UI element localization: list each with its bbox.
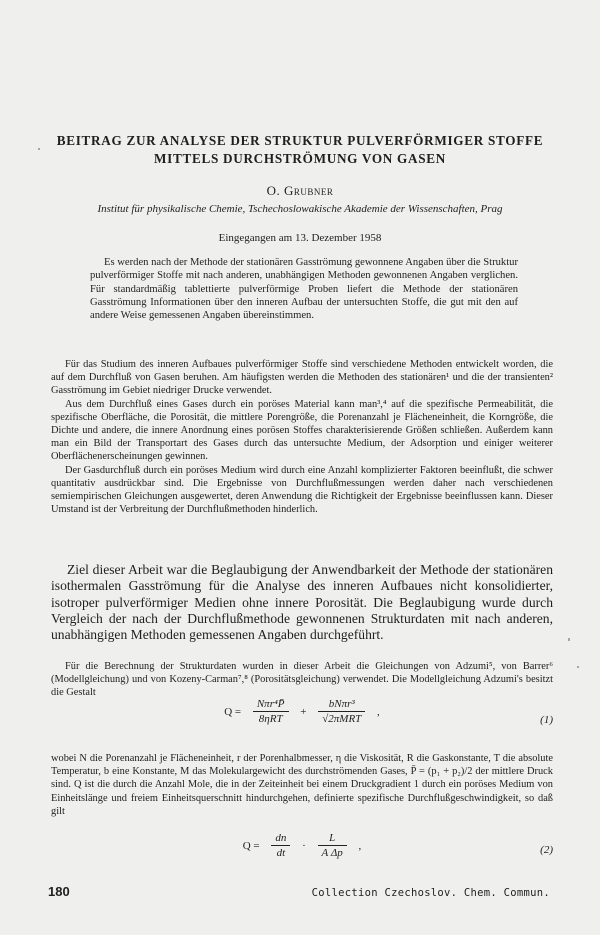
eq1-term1	[253, 698, 289, 725]
paragraph-after-eq1: wobei N die Porenanzahl je Flächeneinheit, r der Porenhalbmesser, η die Viskosität, R die Gaskonstante, T die absolute Temperatur, b eine Konstante, M das Molekulargewicht des durchströmenden Gases, P̄ = (p₁ + p₂)/2 der mittlere Druck sind. Q ist die durch die Anzahl Mole, die in der Zeiteinheit bei einem Druckgradient 1 durch ein poröses Medium von Einheitslänge und freiem Einheitsquerschnitt hindurchgehen, definierte spezifische Durchflußgeschwindigkeit, so daß gilt	[51, 753, 553, 817]
eq2-lhs: Q =	[242, 839, 260, 852]
equation-1-number: (1)	[540, 714, 553, 726]
paragraph-1: Für das Studium des inneren Aufbaues pulverförmiger Stoffe sind verschiedene Methoden entwickelt worden, die auf dem Durchfluß von Gasen beruhen. Am häufigsten werden die Methoden des stationären¹ und die der transienten² Gasströmung im Gebiet niedriger Drucke verwendet.	[51, 359, 553, 397]
eq2-term1	[271, 832, 290, 859]
aim-section	[51, 562, 553, 643]
eq2-term1-numerator: dn	[271, 832, 290, 846]
eq1-term1-denominator: 8ηRT	[258, 713, 283, 725]
intro-section	[51, 358, 553, 516]
equation-1-formula	[51, 698, 553, 725]
scan-speck	[577, 666, 579, 668]
eq2-term2-denominator: A Δp	[321, 847, 343, 859]
page-number: 180	[48, 884, 70, 899]
eq1-term2-numerator: bNπr³	[318, 698, 365, 712]
abstract	[90, 256, 518, 322]
paragraph-2: Aus dem Durchfluß eines Gases durch ein poröses Material kann man³,⁴ auf die spezifische Permeabilität, die spezifische Oberfläche, die Porosität, die mittlere Porengröße, die Porenanzahl je Flächeneinheit, die Korngröße, die Dichte und andere, die innere Anordnung eines porösen Stoffes charakterisierende Größen schließen. Außerdem kann man ein Bild der Transportart des Gases durch das untersuchte Medium, der Adsorption und einiger weiterer Oberflächenerscheinungen gewinnen.	[51, 398, 553, 463]
eq1-tail: ,	[377, 705, 380, 718]
definitions-section	[51, 752, 553, 818]
eq1-term2	[318, 698, 365, 725]
paragraph-equations: Für die Berechnung der Strukturdaten wurden in dieser Arbeit die Gleichungen von Adzumi⁵, von Barrer⁶ (Modellgleichung) und von Kozeny-Carman⁷,⁸ (Porositätsgleichung) verwendet. Die Modellgleichung Adzumi's besitzt die Gestalt	[51, 661, 553, 699]
equation-2-formula	[51, 832, 553, 859]
eq1-term2-denominator: √2πMRT	[322, 713, 362, 725]
equation-2-number: (2)	[540, 844, 553, 856]
equation-2	[51, 832, 553, 872]
eq1-lhs: Q =	[224, 705, 242, 718]
received-date: Eingegangen am 13. Dezember 1958	[218, 232, 382, 244]
author-affiliation: Institut für physikalische Chemie, Tschechoslowakische Akademie der Wissenschaften, Prag	[97, 203, 503, 215]
eq2-term2	[318, 832, 347, 859]
aim-paragraph: Ziel dieser Arbeit war die Beglaubigung der Anwendbarkeit der Methode der stationären isothermalen Gasströmung für die Analyse des inneren Aufbaues nicht konsolidierter, isotroper pulverförmiger Medien ohne innere Porosität. Die Beglaubigung wurde durch Vergleich der nach der Durchflußmethode gewonnenen Strukturdaten mit nach anderen, unabhängigen Methoden gemessenen Angaben durchgeführt.	[51, 562, 553, 643]
eq2-term2-numerator: L	[318, 832, 347, 846]
paper-title: BEITRAG ZUR ANALYSE DER STRUKTUR PULVERFÖRMIGER STOFFE MITTELS DURCHSTRÖMUNG VON GASEN	[56, 133, 544, 166]
eq2-term1-denominator: dt	[276, 847, 286, 859]
eq1-plus: +	[300, 705, 307, 718]
eq2-tail: ,	[358, 839, 362, 852]
journal-name: Collection Czechoslov. Chem. Commun.	[311, 887, 550, 899]
eq1-term1-numerator: Nπr⁴P̄	[253, 698, 289, 712]
paragraph-3: Der Gasdurchfluß durch ein poröses Medium wird durch eine Anzahl komplizierter Faktoren beeinflußt, die schwer quantitativ ausdrückbar sind. Die Ergebnisse von Durchflußmessungen werden daher nach verschiedenen semiempirischen Gleichungen ausgewertet, deren Anwendung die Richtigkeit der Ergebnisse beeinflussen kann. Dieser Umstand ist der Verbreitung der Durchflußmethoden hinderlich.	[51, 464, 553, 516]
scan-speck	[568, 638, 570, 641]
author-name: O. Grubner	[266, 183, 334, 198]
scan-speck	[38, 148, 40, 150]
abstract-text: Es werden nach der Methode der stationären Gasströmung gewonnene Angaben über die Struktur pulverförmiger Stoffe mit nach anderen, unabhängigen Methoden gewonnenen Angaben verglichen. Für standardmäßig tablettierte pulverförmige Proben liefert die Methode der stationären Gasströmung Informationen über den inneren Aufbau der untersuchten Stoffe, die gut mit den auf andere Weise gemessenen Angaben übereinstimmen.	[90, 257, 518, 322]
equation-1	[51, 698, 553, 746]
equations-intro	[51, 660, 553, 700]
eq2-dot: ·	[302, 839, 306, 852]
